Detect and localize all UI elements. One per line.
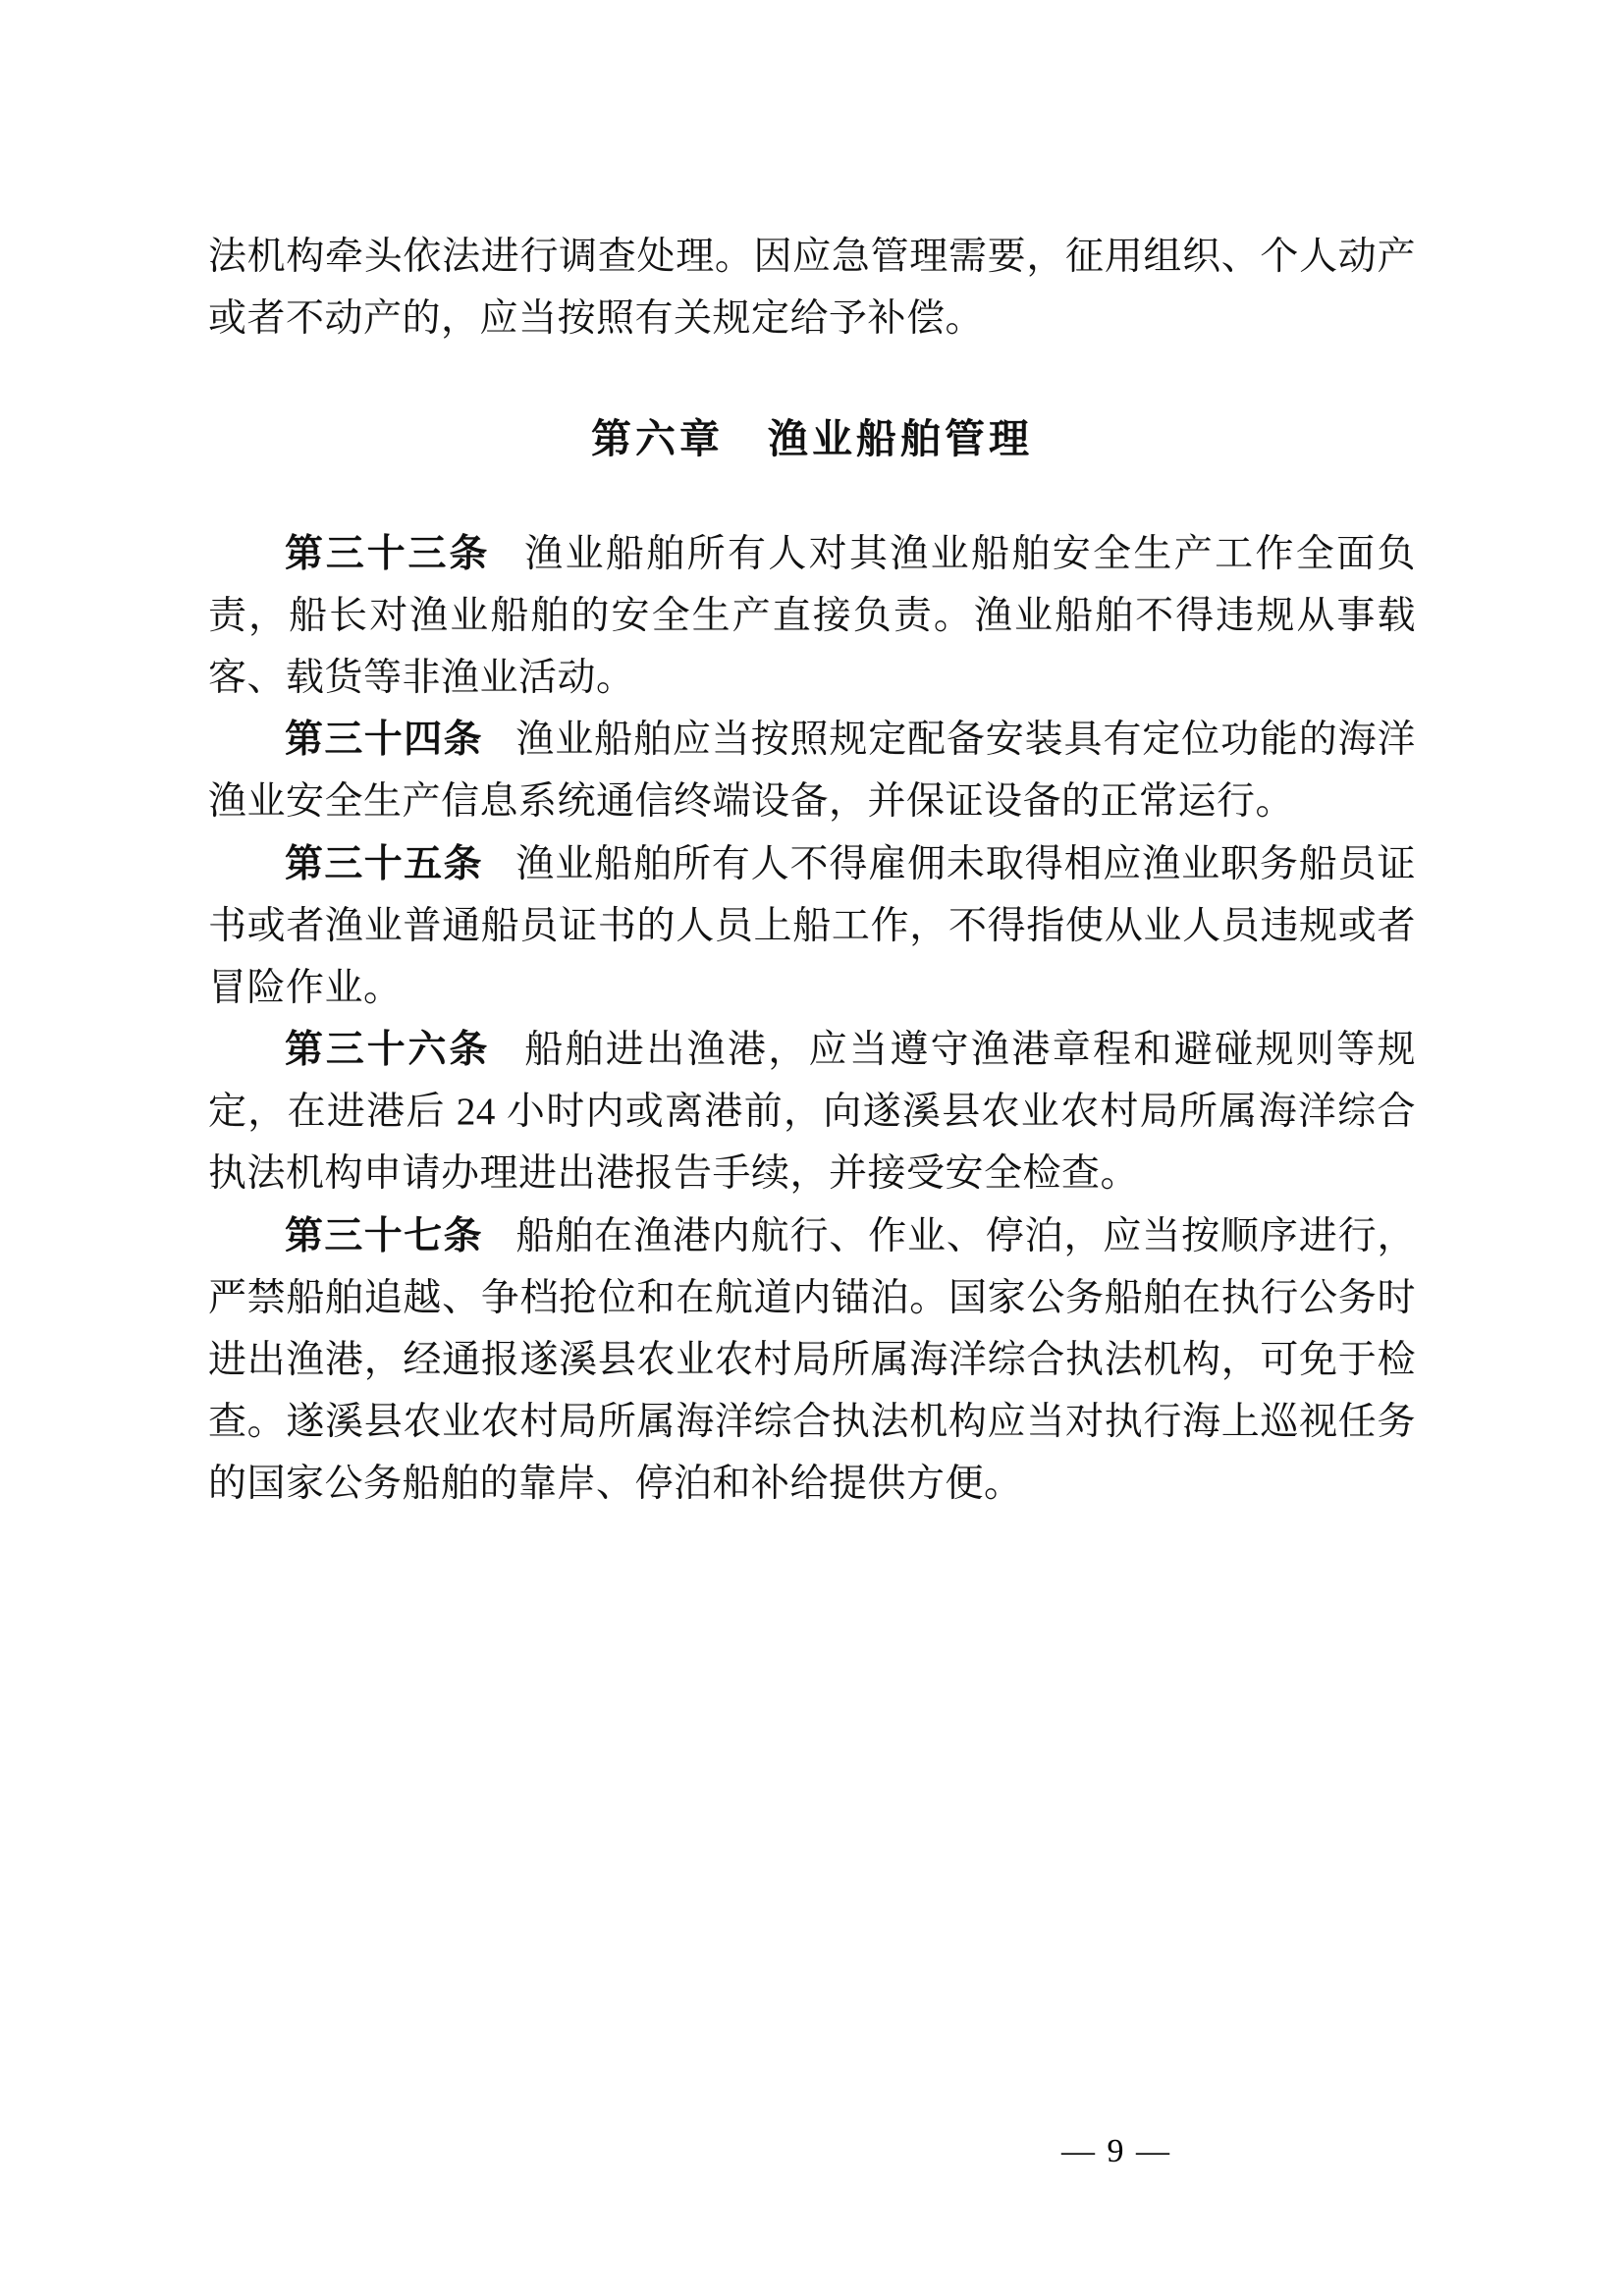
continued-paragraph: 法机构牵头依法进行调查处理。因应急管理需要，征用组织、个人动产或者不动产的，应当按照有关规定给予补偿。 [208,236,1416,341]
chapter-heading: 第六章 渔业船舶管理 [591,416,1033,462]
page-body [208,226,1416,1516]
article-paragraph [208,833,1416,1020]
article-text: 船舶进出渔港，应当遵守渔港章程和避碰规则等规定，在进港后 24 小时内或离港前，向遂溪县农业农村局所属海洋综合执法机构申请办理进出港报告手续，并接受安全检查。 [208,1029,1416,1196]
article-label: 第三十五条 [285,842,483,885]
article-label: 第三十三条 [285,532,491,575]
article-paragraph [208,709,1416,832]
article-text: 渔业船舶所有人不得雇佣未取得相应渔业职务船员证书或者渔业普通船员证书的人员上船工作，不得指使从业人员违规或者冒险作业。 [208,842,1416,1009]
article-paragraph [208,1019,1416,1205]
article-text: 渔业船舶所有人对其渔业船舶安全生产工作全面负责，船长对渔业船舶的安全生产直接负责。渔业船舶不得违规从事载客、载货等非渔业活动。 [208,532,1416,700]
article-label: 第三十七条 [285,1214,483,1257]
page-number [0,2133,1624,2170]
article-label: 第三十六条 [285,1029,491,1072]
article-paragraph [208,523,1416,710]
article-label: 第三十四条 [285,719,483,762]
article-text: 船舶在渔港内航行、作业、停泊，应当按顺序进行，严禁船舶追越、争档抢位和在航道内锚泊。国家公务船舶在执行公务时进出渔港，经通报遂溪县农业农村局所属海洋综合执法机构，可免于检查。遂溪县农业农村局所属海洋综合执法机构应当对执行海上巡视任务的国家公务船舶的靠岸、停泊和补给提供方便。 [208,1214,1416,1506]
article-text: 渔业船舶应当按照规定配备安装具有定位功能的海洋渔业安全生产信息系统通信终端设备，并保证设备的正常运行。 [208,719,1416,824]
article-paragraph [208,1205,1416,1516]
page-number-text: — 9 — [1061,2133,1171,2169]
